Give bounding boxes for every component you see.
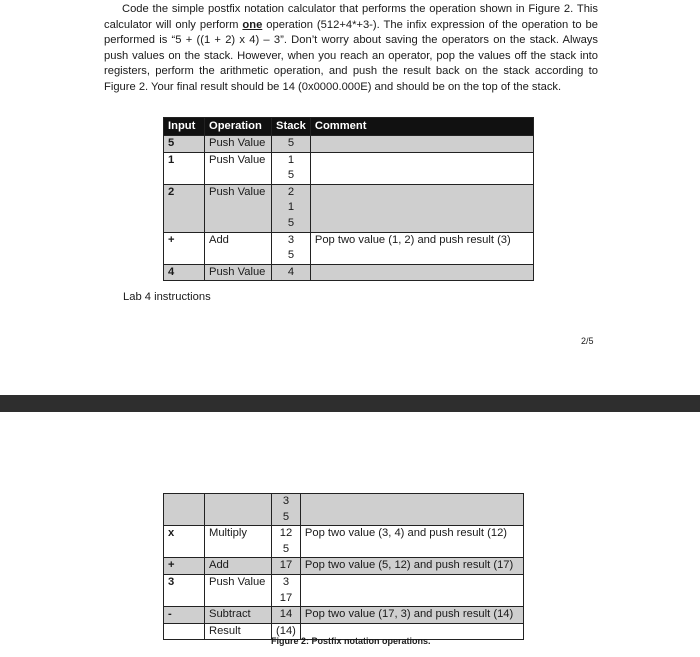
postfix-table-part1 [163, 117, 534, 281]
table-row [164, 574, 524, 606]
table-row [164, 558, 524, 575]
cell-comment: Pop two value (3, 4) and push result (12) [300, 526, 523, 558]
cell-input: 3 [164, 574, 205, 606]
header-operation: Operation [205, 118, 272, 136]
stack-value: 4 [287, 265, 295, 278]
stack-value: 17 [279, 591, 293, 604]
cell-operation: Push Value [205, 184, 272, 232]
cell-comment [310, 184, 533, 232]
table-row [164, 494, 524, 526]
stack-value: 3 [282, 495, 290, 507]
cell-operation: Subtract [205, 607, 272, 624]
cell-operation: Push Value [205, 152, 272, 184]
cell-comment: Pop two value (5, 12) and push result (17) [300, 558, 523, 575]
page-number: 2/5 [581, 336, 594, 346]
cell-comment [310, 152, 533, 184]
table-row [164, 152, 534, 184]
cell-operation: Result [205, 623, 272, 640]
cell-input [164, 623, 205, 640]
cell-operation: Push Value [205, 264, 272, 281]
table-row [164, 526, 524, 558]
stack-value: 5 [287, 169, 295, 182]
cell-operation [205, 494, 272, 526]
cell-input: - [164, 607, 205, 624]
stack-value: 5 [287, 216, 295, 229]
cell-input: 4 [164, 264, 205, 281]
cell-input: + [164, 232, 205, 264]
instructions-text-1: Code the simple postfix notation calculator that performs the operation shown in Figure 2. This calculator will only perform [104, 3, 598, 31]
cell-stack [272, 574, 301, 606]
instructions-paragraph [104, 2, 598, 96]
stack-value: 5 [282, 542, 290, 555]
cell-stack [272, 136, 311, 153]
cell-operation: Push Value [205, 136, 272, 153]
cell-input: + [164, 558, 205, 575]
stack-value: 17 [279, 559, 293, 572]
cell-operation: Push Value [205, 574, 272, 606]
cell-comment: Pop two value (1, 2) and push result (3) [310, 232, 533, 264]
lab-caption: Lab 4 instructions [123, 291, 211, 303]
table-row [164, 184, 534, 232]
figure-caption: Figure 2: Postfix notation operations. [271, 636, 431, 646]
cell-comment: Pop two value (17, 3) and push result (14) [300, 607, 523, 624]
postfix-table-part2 [163, 493, 524, 640]
header-stack: Stack [272, 118, 311, 136]
cell-stack [272, 184, 311, 232]
stack-value: 2 [287, 185, 295, 198]
cell-comment [300, 574, 523, 606]
cell-stack [272, 232, 311, 264]
cell-input: 2 [164, 184, 205, 232]
stack-value: 3 [282, 575, 290, 588]
cell-input: 1 [164, 152, 205, 184]
cell-stack [272, 264, 311, 281]
stack-value: 5 [282, 510, 290, 523]
cell-stack [272, 558, 301, 575]
table-header-row [164, 118, 534, 136]
cell-comment [310, 264, 533, 281]
page-divider-bar [0, 395, 700, 412]
stack-value: 5 [287, 249, 295, 262]
cell-input [164, 494, 205, 526]
table-row [164, 607, 524, 624]
stack-value: 12 [279, 527, 293, 540]
stack-value: 5 [287, 137, 295, 149]
cell-operation: Add [205, 558, 272, 575]
table-row [164, 136, 534, 153]
instructions-text-2: operation (512+4*+3-). The infix expression of the operation to be performed is “5 + ((1 + 2) x 4) – 3”. Don’t worry about saving the operators on the stack. Always push values on the stack. However, when you reach an operator, pop the values off the stack into registers, perform the arithmetic operation, and push the result back on the stack according to Figure 2. Your final result should be 14 (0x0000.000E) and should be on the top of the stack. [104, 18, 598, 93]
table-row [164, 232, 534, 264]
instructions-emphasis: one [242, 18, 263, 31]
cell-operation: Multiply [205, 526, 272, 558]
cell-input: 5 [164, 136, 205, 153]
table-row [164, 264, 534, 281]
stack-value: 1 [287, 153, 295, 166]
cell-operation: Add [205, 232, 272, 264]
header-comment: Comment [310, 118, 533, 136]
cell-input: x [164, 526, 205, 558]
header-input: Input [164, 118, 205, 136]
cell-stack [272, 607, 301, 624]
stack-value: 3 [287, 233, 295, 246]
stack-value: 1 [287, 201, 295, 214]
cell-comment [300, 494, 523, 526]
cell-stack [272, 526, 301, 558]
stack-value: 14 [279, 608, 293, 621]
cell-comment [310, 136, 533, 153]
cell-stack [272, 152, 311, 184]
stack-value: (14) [276, 624, 296, 637]
cell-stack [272, 494, 301, 526]
